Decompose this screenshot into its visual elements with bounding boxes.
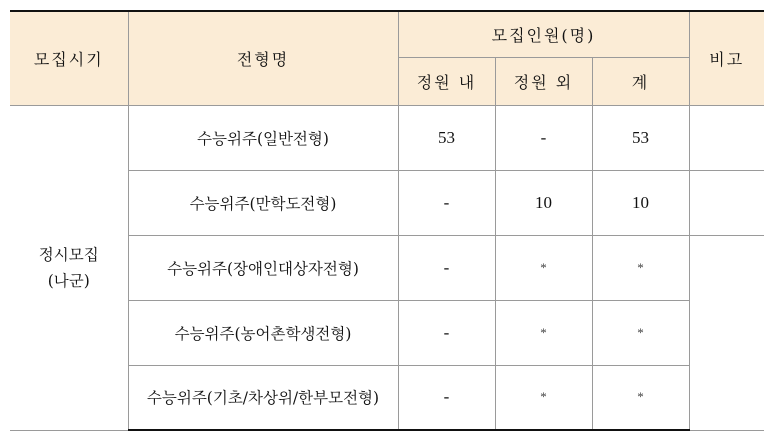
header-quota-group: 모집인원(명) — [398, 11, 689, 57]
total-value: * — [592, 300, 689, 365]
within-value: - — [398, 235, 495, 300]
header-period: 모집시기 — [10, 11, 128, 105]
outside-value: * — [495, 365, 592, 430]
within-value: 53 — [398, 105, 495, 170]
admissions-table — [10, 10, 764, 431]
track-name: 수능위주(기초/차상위/한부모전형) — [128, 365, 398, 430]
total-value: 53 — [592, 105, 689, 170]
track-name: 수능위주(장애인대상자전형) — [128, 235, 398, 300]
remarks-cell — [689, 105, 764, 170]
total-value: 10 — [592, 170, 689, 235]
outside-value: * — [495, 300, 592, 365]
header-track: 전형명 — [128, 11, 398, 105]
outside-value: 10 — [495, 170, 592, 235]
header-within: 정원 내 — [398, 57, 495, 105]
within-value: - — [398, 365, 495, 430]
header-total: 계 — [592, 57, 689, 105]
table-row — [10, 105, 764, 170]
header-outside: 정원 외 — [495, 57, 592, 105]
total-value: * — [592, 235, 689, 300]
remarks-cell — [689, 235, 764, 430]
outside-value: * — [495, 235, 592, 300]
track-name: 수능위주(만학도전형) — [128, 170, 398, 235]
remarks-cell — [689, 170, 764, 235]
outside-value: - — [495, 105, 592, 170]
within-value: - — [398, 170, 495, 235]
track-name: 수능위주(일반전형) — [128, 105, 398, 170]
period-cell — [10, 105, 128, 430]
track-name: 수능위주(농어촌학생전형) — [128, 300, 398, 365]
total-value: * — [592, 365, 689, 430]
header-remarks: 비고 — [689, 11, 764, 105]
period-line1: 정시모집 — [38, 245, 99, 264]
period-line2: (나군) — [47, 271, 90, 290]
within-value: - — [398, 300, 495, 365]
